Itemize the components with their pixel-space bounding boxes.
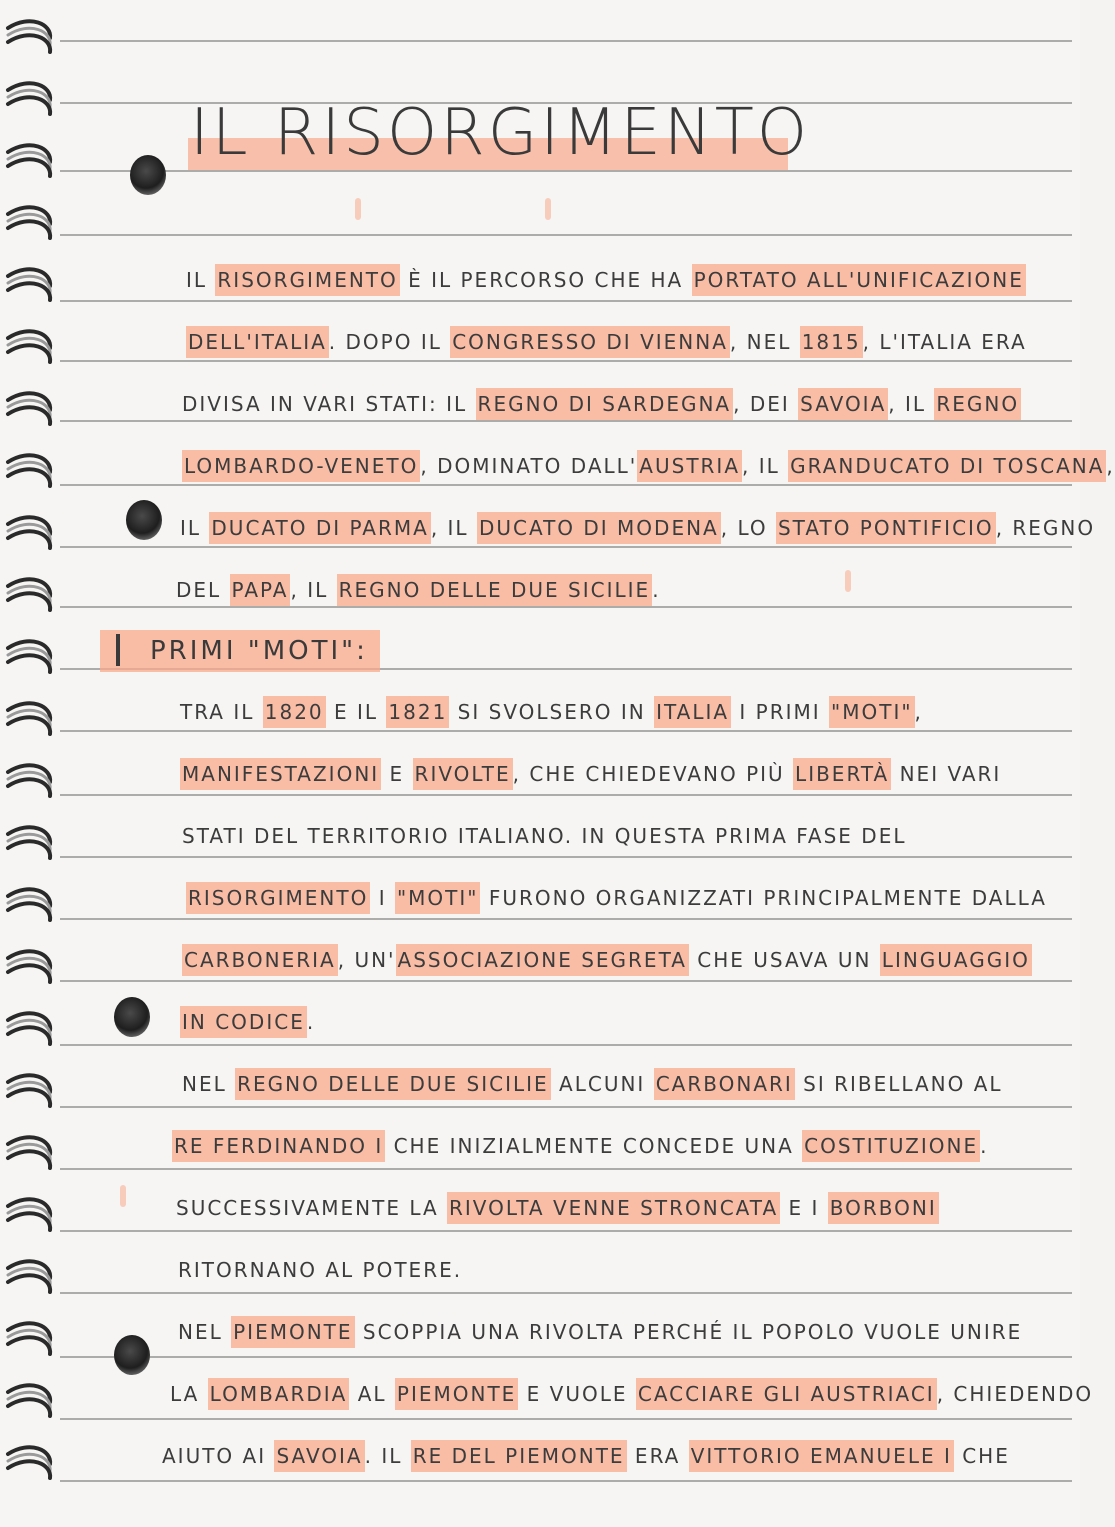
ruled-line [60,1168,1072,1170]
text-segment: . [980,1134,989,1158]
text-segment: CHE USAVA UN [688,948,880,972]
text-segment: IL [180,516,210,540]
text-segment: . [306,1010,316,1034]
text-segment: AL [349,1382,395,1406]
ruled-line [60,1106,1072,1108]
spiral-coil-icon [8,1385,50,1416]
text-segment: . DOPO IL [328,330,451,354]
ruled-line [60,170,1072,172]
highlighted-term: "MOTI" [395,882,481,914]
text-segment: SI RIBELLANO AL [794,1072,1003,1096]
highlighted-term: CARBONARI [654,1068,795,1100]
text-segment: E [381,762,413,786]
ruled-line [60,1480,1072,1482]
text-segment: , CHE CHIEDEVANO PIÙ [512,762,794,786]
text-line [176,1196,939,1220]
text-segment: , UN' [337,948,396,972]
text-line [182,392,1021,416]
ruled-line [60,420,1072,422]
highlighted-term: RE FERDINANDO I [172,1130,385,1162]
spiral-coil-icon [8,455,50,486]
text-segment: . [652,578,661,602]
text-segment: , IL [290,578,337,602]
spiral-coil-icon [8,517,50,548]
spiral-coil-icon [8,269,50,300]
highlight-mark [120,1185,126,1207]
spiral-coil-icon [8,145,50,176]
ruled-line [60,1230,1072,1232]
text-line [186,886,1047,910]
highlighted-term: RISORGIMENTO [186,882,370,914]
text-segment: CHE INIZIALMENTE CONCEDE UNA [385,1134,803,1158]
highlighted-term: "MOTI" [829,696,915,728]
spiral-coil-icon [8,1447,50,1478]
spiral-binding [0,0,62,1527]
text-line [180,762,1001,786]
page-title: IL RISORGIMENTO [190,96,811,170]
text-segment: DEL [176,578,230,602]
highlighted-term: 1815 [800,326,863,358]
text-segment: TRA IL [180,700,263,724]
highlighted-term: CONGRESSO DI VIENNA [450,326,730,358]
text-segment: SUCCESSIVAMENTE LA [176,1196,447,1220]
spiral-coil-icon [8,1013,50,1044]
spiral-coil-icon [8,579,50,610]
highlighted-term: DELL'ITALIA [186,326,329,358]
text-segment: RITORNANO AL POTERE. [178,1258,463,1282]
text-segment: E VUOLE [518,1382,636,1406]
highlighted-term: BORBONI [828,1192,939,1224]
spiral-coil-icon [8,703,50,734]
text-segment: , IL [742,454,789,478]
highlighted-term: PAPA [230,574,291,606]
text-segment: , CHIEDENDO [936,1382,1094,1406]
highlighted-term: LIBERTÀ [793,758,891,790]
text-line [180,700,923,724]
text-line [182,454,1115,478]
text-line [182,948,1032,972]
text-line [186,268,1026,292]
text-segment: ALCUNI [550,1072,654,1096]
ruled-line [60,794,1072,796]
text-segment: NEL [178,1320,232,1344]
highlighted-term: 1821 [386,696,449,728]
spiral-coil-icon [8,1261,50,1292]
highlighted-term: AUSTRIA [637,450,742,482]
highlighted-term: RISORGIMENTO [215,264,399,296]
text-segment: , [914,700,923,724]
highlight-mark [845,570,851,592]
text-segment: , DEI [733,392,799,416]
spiral-coil-icon [8,1323,50,1354]
highlighted-term: DUCATO DI PARMA [209,512,430,544]
spiral-coil-icon [8,1199,50,1230]
highlighted-term: GRANDUCATO DI TOSCANA [788,450,1106,482]
text-segment: , IL [888,392,935,416]
text-segment: , REGNO [995,516,1096,540]
highlighted-term: VITTORIO EMANUELE I [689,1440,954,1472]
section-marker [116,634,120,666]
highlighted-term: STATO PONTIFICIO [776,512,996,544]
punch-hole-icon [126,500,162,540]
ruled-line [60,1292,1072,1294]
punch-hole-icon [114,997,150,1037]
spiral-coil-icon [8,641,50,672]
text-segment: AIUTO AI [162,1444,275,1468]
highlighted-term: PIEMONTE [395,1378,518,1410]
highlighted-term: PIEMONTE [231,1316,354,1348]
highlighted-term: LOMBARDIA [208,1378,350,1410]
spiral-coil-icon [8,83,50,114]
text-line [172,1134,988,1158]
ruled-line [60,918,1072,920]
text-segment: , L'ITALIA ERA [862,330,1027,354]
punch-hole-icon [114,1335,150,1375]
ruled-line [60,40,1072,42]
text-segment: , [1106,454,1115,478]
ruled-line [60,484,1072,486]
ruled-line [60,360,1072,362]
text-segment: , IL [430,516,477,540]
spiral-coil-icon [8,951,50,982]
text-segment: FURONO ORGANIZZATI PRINCIPALMENTE DALLA [480,886,1047,910]
highlighted-term: SAVOIA [798,388,888,420]
text-segment: DIVISA IN VARI STATI: IL [182,392,476,416]
highlighted-term: PORTATO ALL'UNIFICAZIONE [692,264,1026,296]
highlight-mark [545,198,551,220]
highlight-mark [355,198,361,220]
spiral-coil-icon [8,331,50,362]
text-line [180,516,1095,540]
text-line [170,1382,1093,1406]
ruled-line [60,1044,1072,1046]
text-segment: NEI VARI [891,762,1002,786]
text-line [180,1010,315,1034]
text-line [162,1444,1010,1468]
highlighted-term: SAVOIA [274,1440,364,1472]
highlighted-term: IN CODICE [180,1006,307,1038]
highlighted-term: RIVOLTA VENNE STRONCATA [447,1192,780,1224]
text-line [186,330,1027,354]
text-segment: PERCORSO CHE HA [460,268,692,292]
ruled-line [60,980,1072,982]
punch-hole-icon [130,155,166,195]
highlighted-term: CACCIARE GLI AUSTRIACI [636,1378,937,1410]
text-segment: I PRIMI [731,700,830,724]
ruled-line [60,1356,1072,1358]
text-segment: SI SVOLSERO IN [449,700,655,724]
text-segment: E I [780,1196,828,1220]
highlighted-term: REGNO [934,388,1021,420]
text-segment: SCOPPIA UNA RIVOLTA PERCHÉ IL POPOLO VUOLE UNIRE [354,1320,1023,1344]
highlighted-term: MANIFESTAZIONI [180,758,381,790]
highlighted-term: RE DEL PIEMONTE [411,1440,627,1472]
highlighted-term: RIVOLTE [413,758,513,790]
ruled-line [60,606,1072,608]
text-line [176,578,661,602]
highlighted-term: REGNO DELLE DUE SICILIE [235,1068,551,1100]
highlighted-term: ASSOCIAZIONE SEGRETA [396,944,689,976]
spiral-coil-icon [8,827,50,858]
spiral-coil-icon [8,889,50,920]
ruled-line [60,546,1072,548]
text-segment: , DOMINATO DALL' [420,454,638,478]
highlighted-term: LINGUAGGIO [880,944,1032,976]
text-line [182,824,906,848]
spiral-coil-icon [8,393,50,424]
ruled-line [60,856,1072,858]
highlighted-term: LOMBARDO-VENETO [182,450,420,482]
text-segment: STATI DEL TERRITORIO ITALIANO. IN QUESTA PRIMA FASE DEL [182,824,907,848]
ruled-line [60,234,1072,236]
ruled-line [60,730,1072,732]
text-segment: , LO [720,516,776,540]
highlighted-term: DUCATO DI MODENA [477,512,721,544]
highlighted-term: 1820 [263,696,326,728]
text-segment: E IL [325,700,387,724]
ruled-line [60,300,1072,302]
highlighted-term: CARBONERIA [182,944,338,976]
text-segment: . IL [364,1444,411,1468]
text-segment: NEL [182,1072,236,1096]
text-line [178,1258,462,1282]
spiral-coil-icon [8,21,50,52]
highlighted-term: COSTITUZIONE [802,1130,980,1162]
text-segment: È IL [399,268,461,292]
highlighted-term: REGNO DELLE DUE SICILIE [337,574,653,606]
spiral-coil-icon [8,1075,50,1106]
spiral-coil-icon [8,765,50,796]
spiral-coil-icon [8,207,50,238]
text-line [178,1320,1022,1344]
text-segment: I [370,886,395,910]
text-segment: IL [186,268,216,292]
spiral-coil-icon [8,1137,50,1168]
text-segment: CHE [953,1444,1010,1468]
text-segment: ERA [626,1444,689,1468]
ruled-line [60,1418,1072,1420]
text-segment: LA [170,1382,208,1406]
highlighted-term: ITALIA [654,696,731,728]
text-line [182,1072,1003,1096]
highlighted-term: REGNO DI SARDEGNA [476,388,734,420]
text-segment: , NEL [729,330,800,354]
section-title: PRIMI "MOTI": [150,636,368,666]
